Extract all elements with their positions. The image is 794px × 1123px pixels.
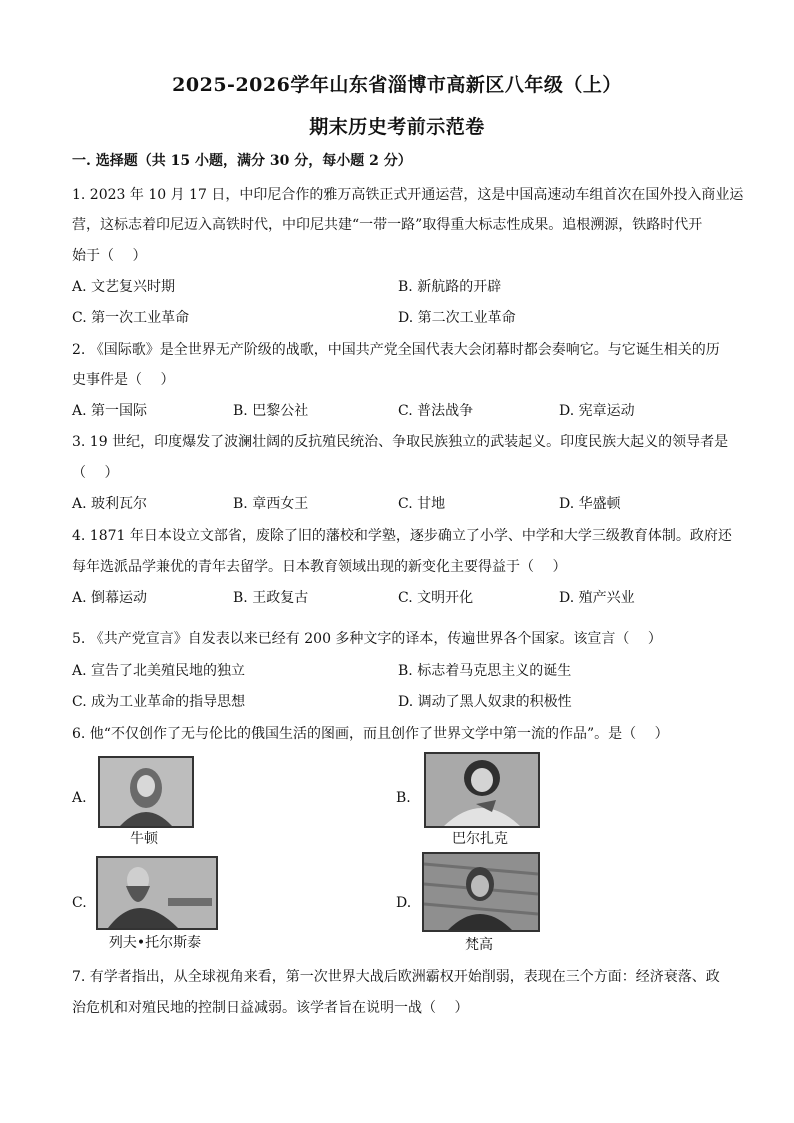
q4-line-2: 每年选派品学兼优的青年去留学。日本教育领域出现的新变化主要得益于（ ）	[72, 559, 567, 575]
q6-option-a-caption: 牛顿	[130, 831, 158, 847]
exam-title-line1: 2025-2026学年山东省淄博市高新区八年级（上）	[172, 74, 622, 96]
q4-option-d: D. 殖产兴业	[559, 590, 635, 606]
portrait-sketch-icon	[100, 758, 192, 826]
q3-option-d: D. 华盛顿	[559, 496, 621, 512]
q2-option-b: B. 巴黎公社	[233, 403, 309, 419]
q3-line-1: 3. 19 世纪，印度爆发了波澜壮阔的反抗殖民统治、争取民族独立的武装起义。印度民族大起义的领导者是	[72, 434, 729, 450]
q1-line-2: 营，这标志着印尼迈入高铁时代，中印尼共建“一带一路”取得重大标志性成果。追根溯源，铁路时代开	[72, 217, 703, 233]
q6-line-1: 6. 他“不仅创作了无与伦比的俄国生活的图画，而且创作了世界文学中第一流的作品”。是（ ）	[72, 726, 669, 742]
balzac-portrait-image	[424, 752, 540, 828]
q3-option-b: B. 章西女王	[233, 496, 309, 512]
q6-option-c-letter: C.	[72, 895, 87, 911]
portrait-sketch-icon	[426, 754, 538, 826]
van-gogh-portrait-image	[422, 852, 540, 932]
q6-option-c-caption: 列夫•托尔斯泰	[108, 935, 202, 951]
q1-option-c: C. 第一次工业革命	[72, 310, 190, 326]
q1-option-b: B. 新航路的开辟	[398, 279, 502, 295]
q4-option-a: A. 倒幕运动	[72, 590, 148, 606]
q7-line-2: 治危机和对殖民地的控制日益减弱。该学者旨在说明一战（ ）	[72, 1000, 469, 1016]
q1-option-d: D. 第二次工业革命	[398, 310, 516, 326]
q5-option-d: D. 调动了黑人奴隶的积极性	[398, 694, 572, 710]
q6-option-d-letter: D.	[396, 895, 412, 911]
q1-option-a: A. 文艺复兴时期	[72, 279, 176, 295]
q7-line-1: 7. 有学者指出，从全球视角来看，第一次世界大战后欧洲霸权开始削弱，表现在三个方面：经济衰落、政	[72, 969, 720, 985]
q3-option-c: C. 甘地	[398, 496, 446, 512]
portrait-sketch-icon	[424, 854, 538, 930]
q2-line-2: 史事件是（ ）	[72, 372, 175, 388]
q5-option-b: B. 标志着马克思主义的诞生	[398, 663, 572, 679]
newton-portrait-image	[98, 756, 194, 828]
q5-line-1: 5. 《共产党宣言》自发表以来已经有 200 多种文字的译本，传遍世界各个国家。该宣言（ ）	[72, 631, 662, 647]
q1-line-3: 始于（ ）	[72, 248, 147, 264]
q2-line-1: 2. 《国际歌》是全世界无产阶级的战歌，中国共产党全国代表大会闭幕时都会奏响它。与它诞生相关的历	[72, 342, 720, 358]
q6-option-b-letter: B.	[396, 790, 411, 806]
q2-option-d: D. 宪章运动	[559, 403, 635, 419]
q4-option-b: B. 王政复古	[233, 590, 309, 606]
q2-option-a: A. 第一国际	[72, 403, 148, 419]
tolstoy-portrait-image	[96, 856, 218, 930]
q5-option-a: A. 宣告了北美殖民地的独立	[72, 663, 246, 679]
q2-option-c: C. 普法战争	[398, 403, 474, 419]
q1-line-1: 1. 2023 年 10 月 17 日，中印尼合作的雅万高铁正式开通运营，这是中国高速动车组首次在国外投入商业运	[72, 187, 744, 203]
q6-option-b-caption: 巴尔扎克	[452, 831, 508, 847]
q6-option-a-letter: A.	[72, 790, 87, 806]
q4-option-c: C. 文明开化	[398, 590, 474, 606]
portrait-sketch-icon	[98, 858, 216, 928]
q3-line-2: （ ）	[72, 465, 119, 481]
exam-title-line2: 期末历史考前示范卷	[309, 116, 485, 138]
q5-option-c: C. 成为工业革命的指导思想	[72, 694, 246, 710]
q3-option-a: A. 玻利瓦尔	[72, 496, 148, 512]
q6-option-d-caption: 梵高	[465, 937, 493, 953]
q4-line-1: 4. 1871 年日本设立文部省，废除了旧的藩校和学塾，逐步确立了小学、中学和大学三级教育体制。政府还	[72, 528, 732, 544]
section-heading: 一. 选择题（共 15 小题，满分 30 分，每小题 2 分）	[72, 153, 412, 169]
